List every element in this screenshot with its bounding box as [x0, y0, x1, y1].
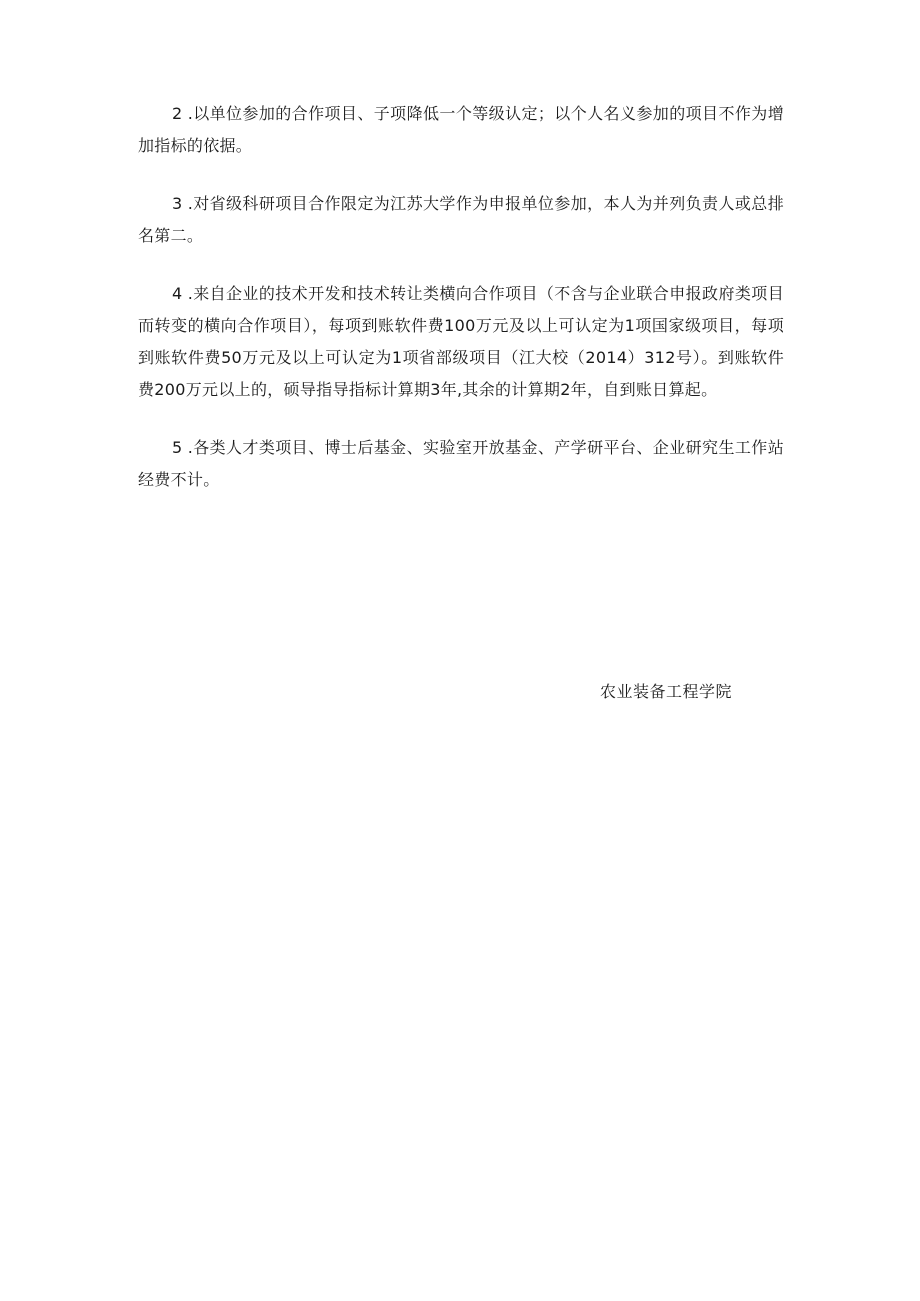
- paragraph-text: .各类人才类项目、博士后基金、实验室开放基金、产学研平台、企业研究生工作站经费不计。: [138, 438, 784, 489]
- paragraph-text: .来自企业的技术开发和技术转让类横向合作项目（不含与企业联合申报政府类项目而转变的横向合作项目），每项到账软件费100万元及以上可认定为1项国家级项目，每项到账软件费50万元及以上可认定为1项省部级项目（江大校（2014）312号）。到账软件费200万元以上的，硕导指导指标计算期3年,其余的计算期2年，自到账日算起。: [138, 284, 784, 399]
- paragraph-number: 5: [172, 438, 183, 457]
- paragraph-item-5: [138, 432, 784, 496]
- signature-department: 农业装备工程学院: [600, 682, 733, 701]
- paragraph-text: .对省级科研项目合作限定为江苏大学作为申报单位参加，本人为并列负责人或总排名第二。: [138, 194, 784, 245]
- paragraph-item-2: [138, 98, 784, 162]
- paragraph-number: 3: [172, 194, 183, 213]
- paragraph-number: 2: [172, 104, 183, 123]
- document-body: [138, 98, 784, 522]
- paragraph-item-3: [138, 188, 784, 252]
- paragraph-text: .以单位参加的合作项目、子项降低一个等级认定；以个人名义参加的项目不作为增加指标的依据。: [138, 104, 784, 155]
- paragraph-number: 4: [172, 284, 183, 303]
- paragraph-item-4: [138, 278, 784, 406]
